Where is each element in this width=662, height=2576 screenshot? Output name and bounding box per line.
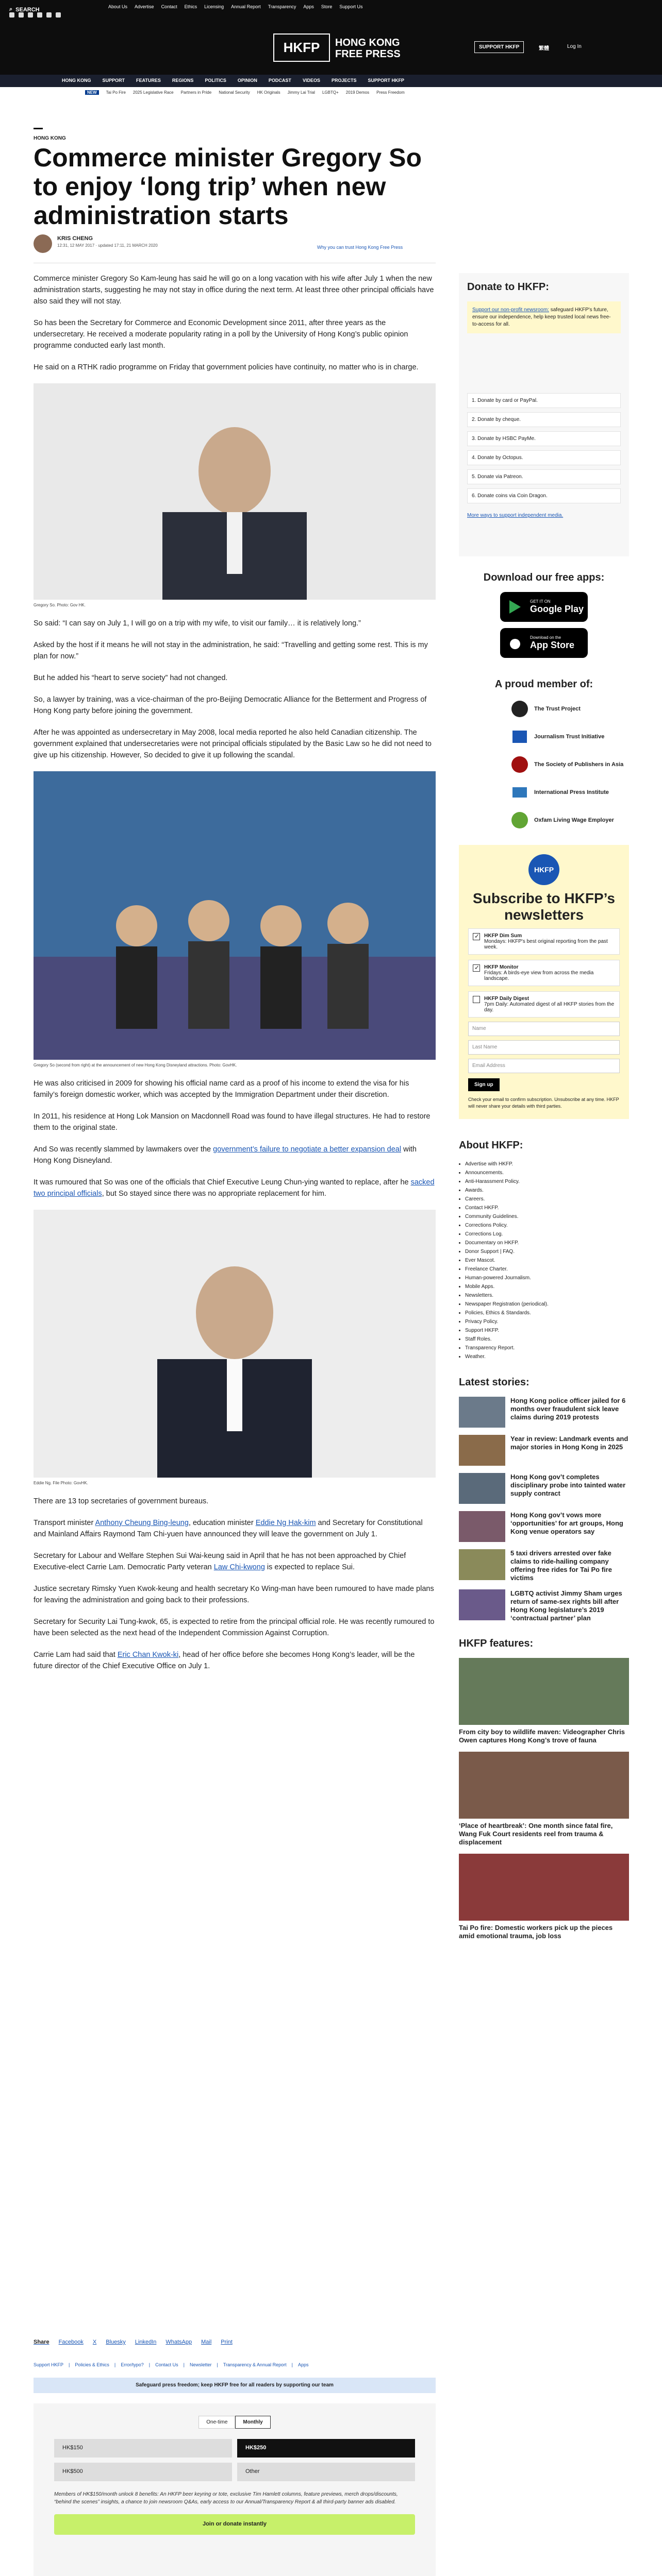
donate-option[interactable]: 5. Donate via Patreon. — [467, 469, 621, 484]
perks-text: Members of HK$150/month unlock 8 benefits: An HKFP beer keyring or tote, exclusive Tim Hamlett columns, feature previews, merch drops/discounts, “behind the scenes” insights, a chance to join newsroom Q&As, early access to our Annual/Transparency Report & all third-party banner ads disabled. — [54, 2492, 398, 2505]
option-name: HKFP Dim Sum — [484, 933, 522, 939]
newsletter-box — [459, 845, 629, 1119]
kicker-bar — [34, 128, 43, 129]
text: and Secretary for Constitutional and Mainland Affairs Raymond Tam Chi-yuen have announced they will leave the government on July 1. — [34, 1519, 423, 1538]
about-link[interactable]: • Weather. — [465, 1352, 629, 1361]
top-link[interactable]: Support Us — [339, 4, 363, 9]
email-field[interactable]: Email Address — [468, 1059, 620, 1073]
support-note-link[interactable]: Support our non-profit newsroom: — [472, 307, 549, 313]
footer-link[interactable]: Newsletter — [190, 2362, 212, 2367]
story-item[interactable] — [459, 1589, 629, 1622]
about-link[interactable]: • Freelance Charter. — [465, 1265, 629, 1274]
paragraph: Commerce minister Gregory So Kam-leung has said he will go on a long vacation with his wife after July 1 when the new administration starts, suggesting he may not stay in office during the next term. At least three other principal officials have also said they will not stay. — [34, 275, 434, 306]
gp-small: GET IT ON — [530, 599, 551, 604]
about-link[interactable]: • Newspaper Registration (periodical). — [465, 1300, 629, 1309]
feature-image — [459, 1854, 629, 1921]
footer-link[interactable]: Apps — [297, 2362, 309, 2367]
share-facebook[interactable]: Facebook — [58, 2339, 84, 2345]
member-name: Oxfam Living Wage Employer — [534, 817, 614, 823]
top-link[interactable]: About Us — [108, 4, 128, 9]
photo-gregory-so — [34, 383, 436, 600]
paragraph — [34, 1517, 436, 1540]
paragraph — [34, 1550, 436, 1573]
story-thumb — [459, 1397, 505, 1428]
search-icon: ⌕ — [9, 6, 13, 12]
feature-item[interactable] — [459, 1752, 629, 1846]
article-photo — [34, 383, 436, 600]
subnav-item[interactable]: LGBTQ+ — [322, 90, 339, 95]
text: Carrie Lam had said that — [34, 1651, 118, 1659]
about-link[interactable]: • Advertise with HKFP. — [465, 1160, 629, 1168]
donate-box — [459, 273, 629, 556]
share-bluesky[interactable]: Bluesky — [106, 2339, 126, 2345]
option-name: HKFP Monitor — [484, 964, 519, 970]
donate-option[interactable]: 6. Donate coins via Coin Dragon. — [467, 488, 621, 503]
subnav-item[interactable]: National Security — [219, 90, 250, 95]
footer-link[interactable]: Transparency & Annual Report — [223, 2362, 287, 2367]
paragraph: He was also criticised in 2009 for showing his official name card as a proof of his income to extend the visa for his family’s foreign domestic worker, which was accepted by the Immigration Department under their discretion. — [34, 1079, 409, 1099]
about-link[interactable]: • Corrections Policy. — [465, 1221, 629, 1230]
share-whatsapp[interactable]: WhatsApp — [166, 2339, 192, 2345]
press-freedom-banner[interactable]: Safeguard press freedom; keep HKFP free for all readers by supporting our team — [34, 2378, 436, 2393]
story-item[interactable] — [459, 1397, 629, 1428]
checkbox[interactable] — [473, 996, 480, 1003]
latest-title: Latest stories: — [459, 1377, 529, 1388]
donate-option[interactable]: 4. Donate by Octopus. — [467, 450, 621, 465]
story-title[interactable]: Year in review: Landmark events and major stories in Hong Kong in 2025 — [510, 1435, 628, 1451]
kicker[interactable]: HONG KONG — [34, 135, 66, 141]
share-linkedin[interactable]: LinkedIn — [135, 2339, 157, 2345]
option-desc: Fridays: A birds-eye view from across the media landscape. — [484, 970, 594, 981]
article-photo — [34, 771, 436, 1060]
story-title[interactable]: Hong Kong police officer jailed for 6 months over fraudulent sick leave claims during 2019 protests — [510, 1397, 626, 1421]
member-name: Journalism Trust Initiative — [534, 734, 605, 740]
checkbox[interactable] — [473, 964, 480, 972]
about-title: About HKFP: — [459, 1140, 523, 1151]
inline-link[interactable]: Eric Chan Kwok-ki — [117, 1651, 179, 1659]
apps-title: Download our free apps: — [483, 572, 605, 583]
about-link[interactable]: • Donor Support | FAQ. — [465, 1247, 629, 1256]
newsletter-fineprint: Check your email to confirm subscription. Unsubscribe at any time. HKFP will never share your details with third parties. — [468, 1097, 619, 1109]
donate-title: Donate to HKFP: — [467, 281, 549, 293]
footer-link[interactable]: Support HKFP — [34, 2362, 64, 2367]
photo-caption: Gregory So (second from right) at the announcement of new Hong Kong Disneyland attractions. Photo: GovHK. — [34, 1063, 237, 1067]
share-mail[interactable]: Mail — [201, 2339, 212, 2345]
sidebar-app-store-button[interactable] — [500, 628, 588, 658]
share-label: Share — [34, 2339, 49, 2345]
footer-link[interactable]: Contact Us — [155, 2362, 178, 2367]
subnav-item[interactable]: Tai Po Fire — [106, 90, 126, 95]
member-name: The Trust Project — [534, 706, 581, 712]
top-link[interactable]: Apps — [303, 4, 314, 9]
feature-title[interactable]: ‘Place of heartbreak’: One month since fatal fire, Wang Fuk Court residents reel from trauma & displacement — [459, 1822, 613, 1846]
top-link[interactable]: Contact — [161, 4, 177, 9]
story-thumb — [459, 1473, 505, 1504]
linkedin-icon[interactable] — [46, 12, 52, 18]
inline-link[interactable]: Law Chi-kwong — [213, 1563, 265, 1571]
newsletter-logo: HKFP — [528, 854, 559, 885]
about-link[interactable]: • Staff Roles. — [465, 1335, 629, 1344]
paragraph: He said on a RTHK radio programme on Friday that government policies have continuity, no matter who is in charge. — [34, 363, 419, 371]
apple-icon — [507, 635, 523, 651]
ipi-icon — [510, 783, 529, 802]
feature-image — [459, 1658, 629, 1725]
photo-caption: Gregory So. Photo: Gov HK. — [34, 603, 86, 607]
story-item[interactable] — [459, 1435, 629, 1466]
nav-item[interactable]: REGIONS — [172, 78, 194, 83]
publish-date: 12:31, 12 MAY 2017 · updated 17:11, 21 MARCH 2020 — [57, 243, 158, 248]
inline-link[interactable]: Anthony Cheung Bing-leung — [95, 1519, 189, 1527]
nav-item[interactable]: PODCAST — [268, 78, 291, 83]
paragraph: But he added his “heart to serve society” had not changed. — [34, 674, 228, 682]
inline-link[interactable]: Eddie Ng Hak-kim — [255, 1519, 316, 1527]
story-thumb — [459, 1549, 505, 1580]
top-link[interactable]: Annual Report — [231, 4, 261, 9]
about-link[interactable]: • Privacy Policy. — [465, 1317, 629, 1326]
subnav-item[interactable]: Jimmy Lai Trial — [287, 90, 315, 95]
freq-one-time[interactable]: One-time — [198, 2416, 235, 2429]
option-desc: 7pm Daily: Automated digest of all HKFP stories from the day. — [484, 1002, 615, 1013]
logo-line-1: HONG KONG — [335, 37, 400, 48]
sopa-icon — [510, 755, 529, 774]
story-title[interactable]: Hong Kong gov’t vows more ‘opportunities’ for art groups, Hong Kong venue operators say — [510, 1511, 623, 1535]
search-label: SEARCH — [15, 6, 40, 13]
text: It was rumoured that So was one of the officials that Chief Executive Leung Chun-ying wanted to replace, after he — [34, 1178, 411, 1187]
photo-disneyland — [34, 771, 436, 1060]
paragraph: Secretary for Security Lai Tung-kwok, 65, is expected to retire from the principal official role. He was recently rumoured to have been selected as the next head of the Independent Commission Against Corruption. — [34, 1618, 435, 1637]
about-link[interactable]: • Careers. — [465, 1195, 629, 1204]
top-link[interactable]: Transparency — [268, 4, 296, 9]
photo-caption: Eddie Ng. File Photo: GovHK. — [34, 1481, 88, 1485]
sidebar-google-play-button[interactable] — [500, 592, 588, 622]
language-toggle[interactable]: 繁體 — [539, 46, 549, 52]
newsletter-option[interactable] — [468, 960, 620, 986]
amount-options — [54, 2439, 415, 2481]
about-link[interactable]: • Community Guidelines. — [465, 1212, 629, 1221]
feature-image — [459, 1752, 629, 1819]
join-button[interactable]: Join or donate instantly — [54, 2514, 415, 2535]
option-name: HKFP Daily Digest — [484, 996, 529, 1002]
jti-icon — [510, 727, 529, 746]
about-link[interactable]: • Policies, Ethics & Standards. — [465, 1309, 629, 1317]
subnav-item[interactable]: HK Originals — [257, 90, 280, 95]
article-photo — [34, 1210, 436, 1478]
x-icon[interactable] — [19, 12, 24, 18]
story-title[interactable]: 5 taxi drivers arrested over fake claims to ride-hailing company offering free rides for Tai Po fire victims — [510, 1549, 612, 1582]
photo-eddie-ng — [34, 1210, 436, 1478]
subnav-item[interactable]: 2025 Legislative Race — [133, 90, 174, 95]
site-logo[interactable]: HKFP — [273, 33, 330, 62]
about-link[interactable]: • Newsletters. — [465, 1291, 629, 1300]
about-link[interactable]: • Support HKFP. — [465, 1326, 629, 1335]
text: is expected to replace Sui. — [264, 1563, 355, 1571]
donate-option[interactable]: 3. Donate by HSBC PayMe. — [467, 431, 621, 446]
about-link[interactable]: • Awards. — [465, 1186, 629, 1195]
member-org[interactable] — [510, 700, 629, 718]
nav-item[interactable]: FEATURES — [136, 78, 161, 83]
nav-item[interactable]: HONG KONG — [62, 78, 91, 83]
trust-link[interactable]: Why you can trust Hong Kong Free Press — [317, 245, 403, 250]
text: And So was recently slammed by lawmakers over the — [34, 1145, 213, 1154]
feature-item[interactable] — [459, 1658, 629, 1744]
trust-project-icon — [510, 700, 529, 718]
new-badge: NEW — [85, 90, 99, 95]
paragraph: So, a lawyer by training, was a vice-chairman of the pro-Beijing Democratic Alliance for the Betterment and Progress of Hong Kong party before joining the government. — [34, 696, 427, 715]
google-play-icon — [507, 599, 523, 615]
about-link[interactable]: • Ever Mascot. — [465, 1256, 629, 1265]
about-link[interactable]: • Corrections Log. — [465, 1230, 629, 1239]
feature-item[interactable] — [459, 1854, 629, 1940]
top-link[interactable]: Licensing — [204, 4, 224, 9]
about-link[interactable]: • Human-powered Journalism. — [465, 1274, 629, 1282]
newsletter-option[interactable] — [468, 991, 620, 1018]
nav-item[interactable]: SUPPORT — [102, 78, 125, 83]
as-small: Download on the — [530, 635, 561, 640]
author-avatar — [34, 234, 52, 253]
top-link[interactable]: Ethics — [184, 4, 197, 9]
share-bar — [34, 2339, 233, 2345]
paragraph: So has been the Secretary for Commerce and Economic Development since 2011, after three years as the undersecretary. He received a moderate popularity rating in a poll by the University of Hong Kong’s public opinion programme conducted early last month. — [34, 319, 408, 350]
name-field[interactable]: Name — [468, 1022, 620, 1036]
logo-line-2: FREE PRESS — [335, 48, 401, 60]
story-thumb — [459, 1511, 505, 1542]
text: with Hong Kong Disneyland. — [34, 1145, 417, 1165]
nav-item[interactable]: PROJECTS — [331, 78, 357, 83]
instagram-icon[interactable] — [28, 12, 33, 18]
headline: Commerce minister Gregory So to enjoy ‘long trip’ when new administration starts — [34, 143, 422, 230]
subnav-item[interactable]: 2019 Demos — [345, 90, 370, 95]
feature-title[interactable]: Tai Po fire: Domestic workers pick up the pieces amid emotional trauma, job loss — [459, 1924, 613, 1940]
facebook-icon[interactable] — [9, 12, 14, 18]
paragraph — [34, 1144, 436, 1166]
features-title: HKFP features: — [459, 1638, 534, 1649]
support-note-text: safeguard HKFP's future, ensure our independence, help keep trusted local news free-to-access for all. — [472, 307, 611, 327]
footer-link[interactable]: Error/typo? — [121, 2362, 144, 2367]
story-thumb — [459, 1589, 505, 1620]
main-nav — [0, 75, 662, 87]
member-name: International Press Institute — [534, 789, 609, 795]
about-link[interactable]: • Contact HKFP. — [465, 1204, 629, 1212]
text: Transport minister — [34, 1519, 95, 1527]
paragraph: In 2011, his residence at Hong Lok Mansion on Macdonnell Road was found to have illegal structures. He had to restore them to the original state. — [34, 1112, 431, 1132]
text: , but So stayed since there was no appropriate replacement for him. — [102, 1190, 326, 1198]
top-link[interactable]: Store — [321, 4, 333, 9]
paragraph: There are 13 top secretaries of government bureaus. — [34, 1497, 209, 1505]
subnav-item[interactable]: Partners in Pride — [180, 90, 212, 95]
spacer — [467, 342, 621, 393]
amount-option[interactable]: HK$150 — [54, 2439, 232, 2458]
youtube-icon[interactable] — [37, 12, 42, 18]
checkbox[interactable] — [473, 933, 480, 940]
paragraph — [34, 1649, 436, 1672]
support-button[interactable]: SUPPORT HKFP — [474, 41, 524, 53]
footer-link[interactable]: Policies & Ethics — [75, 2362, 109, 2367]
nav-item[interactable]: VIDEOS — [302, 78, 320, 83]
story-title[interactable]: Hong Kong gov’t completes disciplinary probe into tainted water supply contract — [510, 1473, 626, 1497]
nav-item[interactable]: OPINION — [237, 78, 257, 83]
last-name-field[interactable]: Last Name — [468, 1040, 620, 1055]
gp-big: Google Play — [530, 604, 584, 614]
about-link[interactable]: • Anti-Harassment Policy. — [465, 1177, 629, 1186]
site-logo-text — [335, 37, 401, 60]
top-links — [108, 4, 362, 9]
story-item[interactable] — [459, 1511, 629, 1542]
top-bar — [0, 0, 662, 21]
subnav-item[interactable]: Press Freedom — [376, 90, 405, 95]
sidebar — [459, 273, 629, 1947]
paragraph: Asked by the host if it means he will not stay in the administration, he said: “Travelling and getting some rest. This is my plan for now.” — [34, 641, 428, 660]
paragraph: After he was appointed as undersecretary in May 2008, local media reported he also held Canadian citizenship. The government explained that undersecretaries were not principal officials stipulated by the Basic Law so he did not need to give up his citizenship. However, So decided to give it up following the scandal. — [34, 728, 432, 759]
social-icons — [9, 12, 61, 18]
text: Secretary for Labour and Welfare Stephen Sui Wai-keung said in April that he has not been approached by Chief Executive-elect Carrie Lam. Democratic Party veteran — [34, 1552, 406, 1571]
paragraph: So said: “I can say on July 1, I will go on a trip with my wife, to visit our family… it is relatively long.” — [34, 619, 361, 628]
story-item[interactable] — [459, 1549, 629, 1582]
masthead — [0, 21, 662, 75]
top-link[interactable]: Advertise — [135, 4, 154, 9]
member-org[interactable] — [510, 727, 629, 746]
about-link[interactable]: • Mobile Apps. — [465, 1282, 629, 1291]
member-org[interactable] — [510, 755, 629, 774]
donate-option[interactable]: 2. Donate by cheque. — [467, 412, 621, 427]
donate-option[interactable]: 1. Donate by card or PayPal. — [467, 393, 621, 408]
threads-icon[interactable] — [56, 12, 61, 18]
option-desc: Mondays: HKFP's best original reporting from the past week. — [484, 939, 608, 950]
signup-button[interactable]: Sign up — [468, 1078, 500, 1091]
member-org[interactable] — [510, 811, 629, 829]
support-note — [467, 301, 621, 333]
more-ways-link[interactable]: More ways to support independent media. — [467, 513, 564, 518]
nav-item[interactable]: SUPPORT HKFP — [368, 78, 404, 83]
text: , head of her office before she becomes Hong Kong’s leader, will be the future director of the Chief Executive Office on July 1. — [34, 1651, 415, 1670]
about-link[interactable]: • Announcements. — [465, 1168, 629, 1177]
newsletter-title: Subscribe to HKFP’s newsletters — [473, 890, 615, 923]
story-title[interactable]: LGBTQ activist Jimmy Sham urges return of same-sex rights bill after Hong Kong legislature’s 2019 ‘contractual partner’ plan — [510, 1589, 622, 1622]
amount-option[interactable]: Other — [237, 2463, 415, 2481]
story-thumb — [459, 1435, 505, 1466]
share-x[interactable]: X — [92, 2339, 97, 2345]
article-footer-links: Support HKFP | Policies & Ethics | Error/typo? | Contact Us | Newsletter | Transparency & Annual Report | Apps — [34, 2362, 309, 2367]
frequency-toggle — [54, 2416, 415, 2429]
member-name: The Society of Publishers in Asia — [534, 761, 624, 768]
author-name[interactable]: KRIS CHENG — [57, 235, 93, 242]
text: , education minister — [188, 1519, 256, 1527]
login-link[interactable]: Log In — [567, 44, 582, 49]
freq-monthly[interactable]: Monthly — [235, 2416, 270, 2429]
paragraph — [34, 1177, 436, 1199]
story-item[interactable] — [459, 1473, 629, 1504]
amount-option-selected[interactable]: HK$250 — [237, 2439, 415, 2458]
nav-item[interactable]: POLITICS — [205, 78, 226, 83]
about-list — [459, 1160, 629, 1361]
about-link[interactable]: • Transparency Report. — [465, 1344, 629, 1352]
paragraph: Justice secretary Rimsky Yuen Kwok-keung and health secretary Ko Wing-man have been rumoured to have made plans for leaving the administration and going back to their professions. — [34, 1585, 434, 1604]
newsletter-option[interactable] — [468, 928, 620, 955]
article-body — [34, 273, 436, 1682]
share-print[interactable]: Print — [221, 2339, 233, 2345]
inline-link[interactable]: sacked two principal officials — [34, 1178, 435, 1198]
feature-title[interactable]: From city boy to wildlife maven: Videographer Chris Owen captures Hong Kong’s trove of fauna — [459, 1728, 625, 1744]
inline-link[interactable]: government’s failure to negotiate a better expansion deal — [213, 1145, 402, 1154]
donate-widget — [34, 2403, 436, 2576]
member-org[interactable] — [510, 783, 629, 802]
as-big: App Store — [530, 640, 575, 650]
member-title: A proud member of: — [494, 679, 593, 690]
about-link[interactable]: • Documentary on HKFP. — [465, 1239, 629, 1247]
amount-option[interactable]: HK$500 — [54, 2463, 232, 2481]
oxfam-icon — [510, 811, 529, 829]
sub-nav — [0, 89, 662, 98]
